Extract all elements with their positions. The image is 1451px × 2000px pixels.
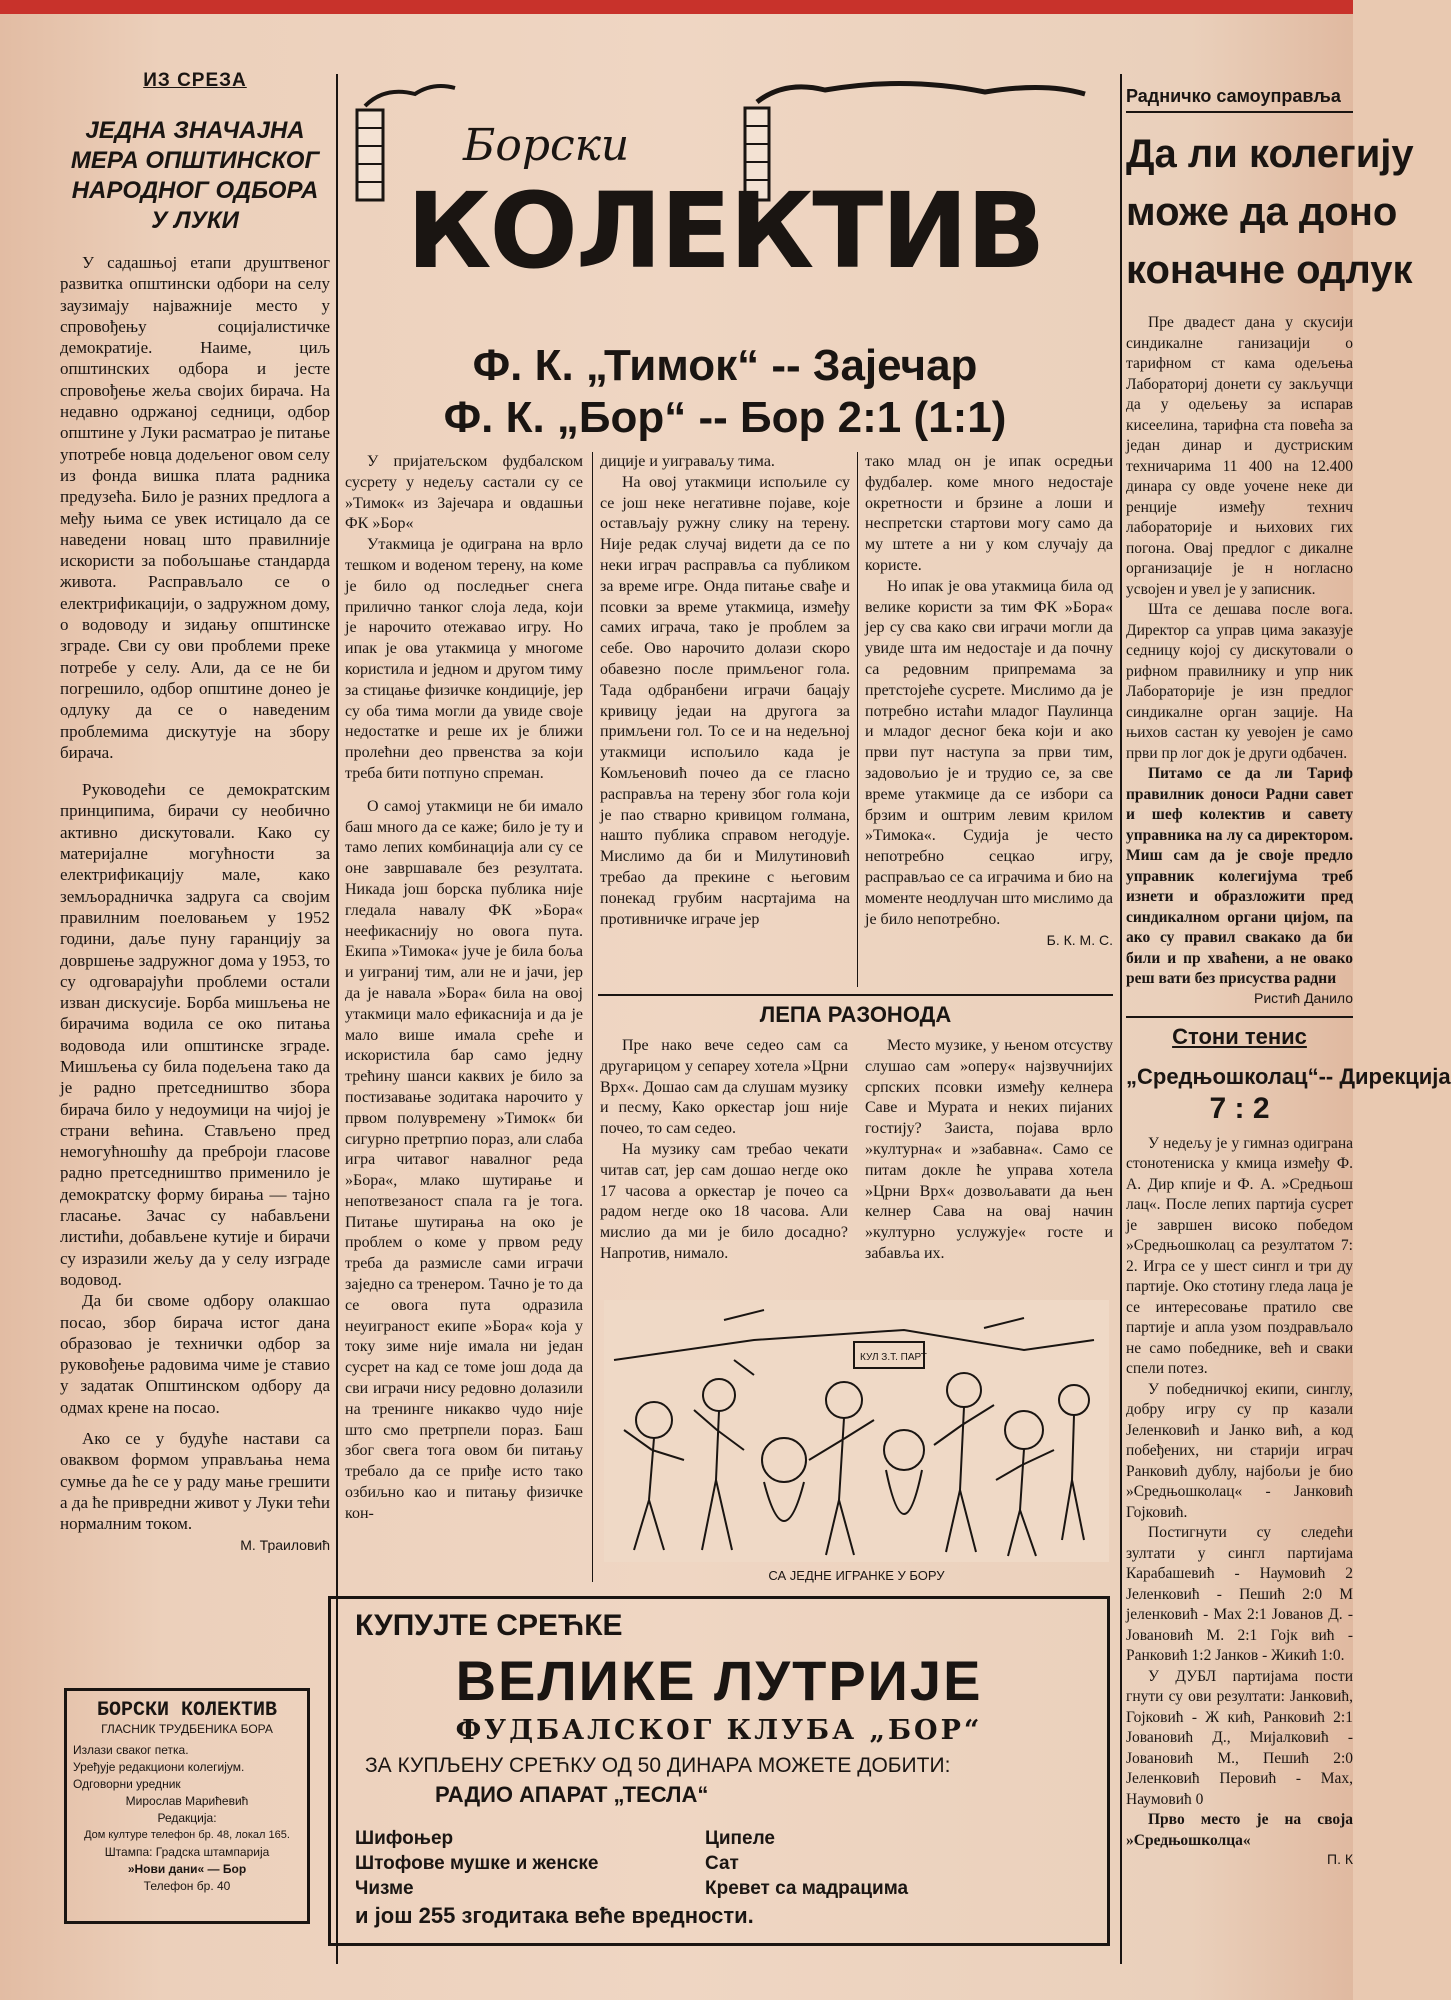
section-rule	[598, 994, 1113, 996]
left-headline-line: У ЛУКИ	[151, 207, 239, 234]
column-rule	[592, 452, 593, 1582]
imprint-line: Дом културе телефон бр. 48, локал 165.	[84, 1829, 290, 1841]
lepa-column-2	[865, 1036, 1113, 1296]
ad-top-line: КУПУЈТЕ СРЕЋКЕ	[355, 1609, 623, 1642]
article-paragraph: Пре нако вече седео сам са другарицом у сепареу хотела »Црни Врх«. Дошао сам да слушам музику и песму, Како оркестар још није почео, то сам седео.	[600, 1037, 848, 1138]
article-paragraph: Ако се у будуће настави са оваквом формом управљања нема сумње да ће се у раду мање грешити а да ће привредни живот у Луки тећи нормалним током.	[60, 1429, 330, 1534]
tennis-signature: П. К	[1327, 1851, 1353, 1867]
lepa-headline-wrap	[598, 1002, 1113, 1028]
article-paragraph: Но ипак је ова утакмица била од велике користи за тим ФК »Бора« јер су сва како сви играчи могли да увиде шта им недостаје и да почну са редовним припремама за претстојеће сусрете. Мислимо да је потребно истаћи младог Паулинца и младог десног бека који и ако први пут наступа за први тим, задовољио је и трудио се, за све време утакмице да се избори са брзим и оштрим левим крилом »Тимока«. Судија је често непотребно сецкао игру, расправљао се са играчима и био на моменте неодлучан што мислимо да је било непотребно.	[865, 577, 1113, 928]
article-paragraph: тако млад он је ипак осредњи фудбалер. коме много недостаје окретности и брзине а лоши и неспретски стартови могу само да му штете а ни у ком случају да користе.	[865, 453, 1113, 574]
ad-subtitle: ФУДБАЛСКОГ КЛУБА „БОР“	[455, 1715, 983, 1746]
article-paragraph: Питамо се да ли Тариф правилник доноси Радни савет и шеф колектив и савету управника на лу са директором. Миш сам да је своје предло управник колегијума треб изнети и образложити пред синдикалном органи цијом, па ако су правил свакако да би били и пр хваћени, а не овако реш вати без присуства радни	[1126, 765, 1353, 987]
football-column-3	[865, 452, 1113, 977]
column-rule	[1120, 74, 1122, 1964]
page-edge	[0, 0, 1353, 14]
imprint-box	[64, 1688, 310, 1924]
football-column-2	[600, 452, 850, 977]
ad-prize: Ципеле	[705, 1828, 775, 1849]
tennis-score: 7 : 2	[1209, 1091, 1270, 1125]
football-headline	[345, 340, 1105, 444]
ad-prizes-left	[355, 1826, 705, 1901]
imprint-title: БОРСКИ КОЛЕКТИВ	[96, 1699, 278, 1722]
masthead-script-title: Борски	[463, 120, 630, 171]
football-signature: Б. К. М. С.	[1046, 932, 1113, 949]
imprint-subtitle: ГЛАСНИК ТРУДБЕНИКА БОРА	[101, 1722, 273, 1736]
football-headline-line: Ф. К. „Бор“ -- Бор 2:1 (1:1)	[443, 393, 1007, 442]
masthead-main-title: КОЛЕКТИВ	[406, 170, 1044, 292]
right-article-body	[1126, 313, 1353, 990]
ad-prize: Шифоњер	[355, 1828, 454, 1849]
article-paragraph: Постигнути су следећи зултати у сингл партијама Карабашевић - Наумовић 2 Јеленковић - Пешић 2:0 М јеленковић - Мах 2:1 Јованов Д. - Јовановић М. 2:1 Гојк вић - Ранковић 1:2 Јанков - Жикић 1:0.	[1126, 1524, 1353, 1664]
right-column	[1126, 86, 1451, 1966]
lepa-column-1	[600, 1036, 848, 1296]
left-article-body	[60, 252, 330, 1535]
right-headline-line: коначне одлук	[1126, 248, 1413, 292]
cartoon-sign-text: КУЛ З.Т. ПАРТ	[860, 1352, 927, 1363]
football-column-1	[345, 452, 583, 1582]
article-paragraph: На музику сам требао чекати читав сат, јер сам дошао негде око 17 часова а оркестар је почео са радом негде око 18 часова. Али мислио да ми је било досадно? Напротив, нимало.	[600, 1140, 848, 1262]
column-rule	[857, 452, 858, 987]
ad-prizes-right	[705, 1826, 908, 1901]
imprint-line: Редакција:	[157, 1811, 217, 1825]
right-headline	[1126, 125, 1414, 299]
cartoon-illustration	[604, 1300, 1109, 1562]
cartoon-caption-wrap	[604, 1568, 1109, 1583]
article-paragraph: Прво место је на своја »Средњошколца«	[1126, 1811, 1353, 1849]
article-paragraph: На овој утакмици испољиле су се још неке негативне појаве, које остављају ружну слику на терену. Није редак случај видети да се по неки играч расправља са публиком за време игре. Онда питање свађе и псовки за време утакмица, између самих играча, тако је проблем за себе. Ово нарочито долази скоро обавезно после примљеног гола. Тада одбранбени играчи бацају кривицу једаи на другога за примљени гол. То се и на недељној утакмици испољило када је Комљеновић почео да се гласно расправља на терену због гола који је пао стварно кривицом голмана, нашто публика справом негодује. Мислимо да би и Милутиновић требао да прекине с његовим понекад грубим насртајима на противничке играче јер	[600, 473, 850, 928]
tennis-label: Стони тенис	[1172, 1023, 1307, 1049]
section-label: ИЗ СРЕЗА	[143, 70, 247, 91]
article-paragraph: Место музике, у њеном отсуству слушао сам »оперу« најзвучнијих српских псовки између келнера Саве и Мурата и неких пијаних гостију? Заиста, појава врло »културна« и »забавна«. Само се питам докле ће управа хотела »Црни Врх« дозвољавати да њен келнер Сава на овај начин »културно услужује« госте и забавља их.	[865, 1037, 1113, 1262]
ad-prize: Чизме	[355, 1878, 414, 1899]
ad-line-1: ЗА КУПЉЕНУ СРЕЋКУ ОД 50 ДИНАРА МОЖЕТЕ ДОБИТИ:	[365, 1754, 951, 1777]
left-headline	[60, 116, 330, 236]
imprint-line: Одговорни уредник	[73, 1777, 181, 1791]
imprint-line: »Нови дани« — Бор	[127, 1862, 247, 1876]
lottery-ad	[328, 1596, 1110, 1946]
left-column	[60, 70, 330, 1553]
article-paragraph: У пријатељском фудбалском сусрету у недељу састали су се »Тимок« из Зајечара и овдашњи ФК »Бор«	[345, 453, 583, 533]
article-paragraph: Пре двадест дана у скусији синдикалне ганизацији о тарифном ст кама одељења Лабораториј донети су закључци да у одељењу за испарав кисеелина, тарифна ста повећа за један динар и дустриским техничарима 11 400 на 12.400 динара су овде уочене неке ди ренције између технич лабораторије и њихових гих погона. Овај предлог с дикалне организације је н ногласно усвојен и увел је у записник.	[1126, 314, 1353, 598]
imprint-line: Телефон бр. 40	[143, 1879, 231, 1893]
cartoon-caption: СА ЈЕДНЕ ИГРАНКЕ У БОРУ	[768, 1568, 945, 1583]
article-paragraph: диције и уиграваљу тима.	[600, 453, 775, 470]
ad-prize: Кревет са мадрацима	[705, 1878, 909, 1899]
imprint-line: Уређује редакциони колегијум.	[73, 1760, 245, 1774]
imprint-line: Излази сваког петка.	[73, 1743, 189, 1757]
imprint-line: Мирослав Марићевић	[125, 1794, 249, 1808]
article-paragraph: О самој утакмици не би имало баш много да се каже; било је ту и тамо лепих комбинација али су се оне завршавале без резултата. Никада још борска публика није гледала навалу ФК »Бора« неефикаснију но овога пута. Екипа »Тимока« јуче је била боља и уиграниј тим, али не и јачи, јер да је навала »Бора« била на овој утакмици мало ефикаснија и да је мало више имала среће и искористила бар само једну трећину шанси каквих је било за постизавање зодитака нарочито у првом полувремену »Тимок« би сигурно претрпио пораз, али слаба игра читавог навалног реда »Бора«, млако шутирање и непотвезаност спала га је тога. Питање шутирања на око је проблем о коме у првом реду треба да размисле сами играчи заједно са тренером. Тачно је то да се овога пута одразила неуиграност екипе »Бора« која у току зиме није имала ни један сусрет на кад се томе још дода да сви играчи нису редовно долазили на тренинге никакво чудо није што смо претрпели пораз. Баш због свега тога овом би питању требало да се приђе исто тако озбиљно као и питању физичке кон-	[345, 797, 583, 1522]
left-headline-line: НАРОДНОГ ОДБОРА	[71, 177, 319, 204]
article-paragraph: Да би своме одбору олакшао посао, збор бирача истог дана образовао је технички одбор за руковођење радовима чиме је ставио у задатак Општинском одбору да одмах крене на посао.	[60, 1291, 330, 1417]
left-headline-line: ЈЕДНА ЗНАЧАЈНА	[85, 117, 305, 144]
masthead	[345, 80, 1105, 320]
tennis-body	[1126, 1134, 1353, 1852]
right-signature: Ристић Данило	[1254, 989, 1353, 1006]
right-headline-line: Да ли колегију	[1126, 132, 1414, 176]
right-section-label: Радничко самоуправља	[1126, 86, 1353, 113]
article-paragraph: У садашњој етапи друштвеног развитка општински одбори на селу заузимају најважније место у спровођењу социјалистичке демократије. Наиме, циљ општинских одбора и јесте спровођење жеља својих бирача. На недавно одржаној седници, одбор општине у Луки расматрао је питање употребе новца додељеног овом селу из фонда вишка плата радника предузећа. Било је разних предлога а међу њима се увек истицало да се наведени новац што правилније искористи за побољшање стандарда живота. Расправљало се о електрификацији, о задружном дому, о водоводу и зидању општинске зграде. Сви су ови проблеми преке потребе у селу. Али, да се не би погрешило, одбор општине донео је одлуку да се о наведеним проблемима дискутује на збору бирача.	[60, 253, 330, 762]
left-headline-line: МЕРА ОПШТИНСКОГ	[70, 147, 320, 174]
tennis-section	[1126, 1016, 1451, 1868]
article-paragraph: У победничкој екипи, синглу, добру игру су пр казали Јеленковић и Јанко вић, а код побеђених, ни старији играч Ранковић дублу, најбољи је био »Средњошколац« - Јанковић Гојковић.	[1126, 1380, 1353, 1521]
ad-title: ВЕЛИКЕ ЛУТРИЈЕ	[455, 1649, 983, 1712]
article-paragraph: Руководећи се демократским принципима, бирачи су необично активно дискутовали. Како су материјалне могућности за електрификацију мале, како земљорадничка задруга са својим правилним поеловањем у 1952 години, даље пуну гаранцију за довршење задружног дома у 1953, то су одговарајући проблеми остали изван дискусије. Борба мишљења не бирачима водила се око питања водовода или општинске зграде. Мишљења су била подељена тако да је радно претседништво збора бирача било у недоумици на чијој је страни већина. Стављено пред немогућношћу да преброји гласове радно претседништво применило је демократску форму бирања — тајно гласање. Зачас су набављени листићи, добављене кутије и бирачи су изразили жељу да у селу изграде водовод.	[60, 780, 330, 1289]
article-paragraph: Шта се дешава после вога. Директор са управ цима заказује седницу којој су дискутовали о рифном правилнику и упр ник Лабораторије је изн предлог синдикалне орган зације. На њихов састан ку уевојен је само први пр лог док је други одбачен.	[1126, 601, 1353, 762]
football-headline-line: Ф. К. „Тимок“ -- Зајечар	[472, 341, 978, 390]
ad-line-2: РАДИО АПАРАТ „ТЕСЛА“	[435, 1782, 709, 1807]
ad-prize: Сат	[705, 1853, 739, 1874]
article-paragraph: У ДУБЛ партијама пости гнути су ови резултати: Јанковић, Гојковић - Ж кић, Ранковић 2:1 Јовановић Д., Мијалковић - Јовановић М., Пешић 2:0 Јеленковић Перовић - Мах, Наумовић 0	[1126, 1667, 1353, 1808]
left-signature: М. Траиловић	[240, 1536, 330, 1553]
right-headline-line: може да доно	[1126, 190, 1398, 234]
ad-prizes	[355, 1826, 1083, 1901]
article-paragraph: Утакмица је одиграна на врло тешком и воденом терену, на коме је било од последњег снега прилично танког слоја леда, који је нарочито отежавао игру. Но ипак је ова утакмица у многоме користила и једном и другом тиму за стицање физичке кондиције, јер су оба тима могли да увиде своје недостатке и реше их је ближи пролећни део првенства за који треба бити потпуно спреман.	[345, 536, 583, 782]
ad-prize: Штофове мушке и женске	[355, 1853, 599, 1874]
article-paragraph: У недељу је у гимназ одиграна стонотениска у кмица између Ф. А. Дир кпије и Ф. А. »Средњош лац«. После лепих партија сусрет је завршен високо победом »Средњошколац са резултатом 7: 2. Игра се у шест сингл и три ду партије. Око стотину гледа лаца је се интересовање пратило све партије и апла узом поздрављало не само победнике, већ и сваки спели потез.	[1126, 1134, 1353, 1377]
ad-bottom: и још 255 згодитака веће вредности.	[355, 1903, 754, 1928]
lepa-headline: ЛЕПА РАЗОНОДА	[759, 1002, 952, 1027]
imprint-line: Штампа: Градска штампарија	[104, 1845, 270, 1859]
dance-cartoon-icon	[604, 1300, 1109, 1562]
tennis-headline: „Средњошколац“-- Дирекција	[1126, 1063, 1451, 1089]
